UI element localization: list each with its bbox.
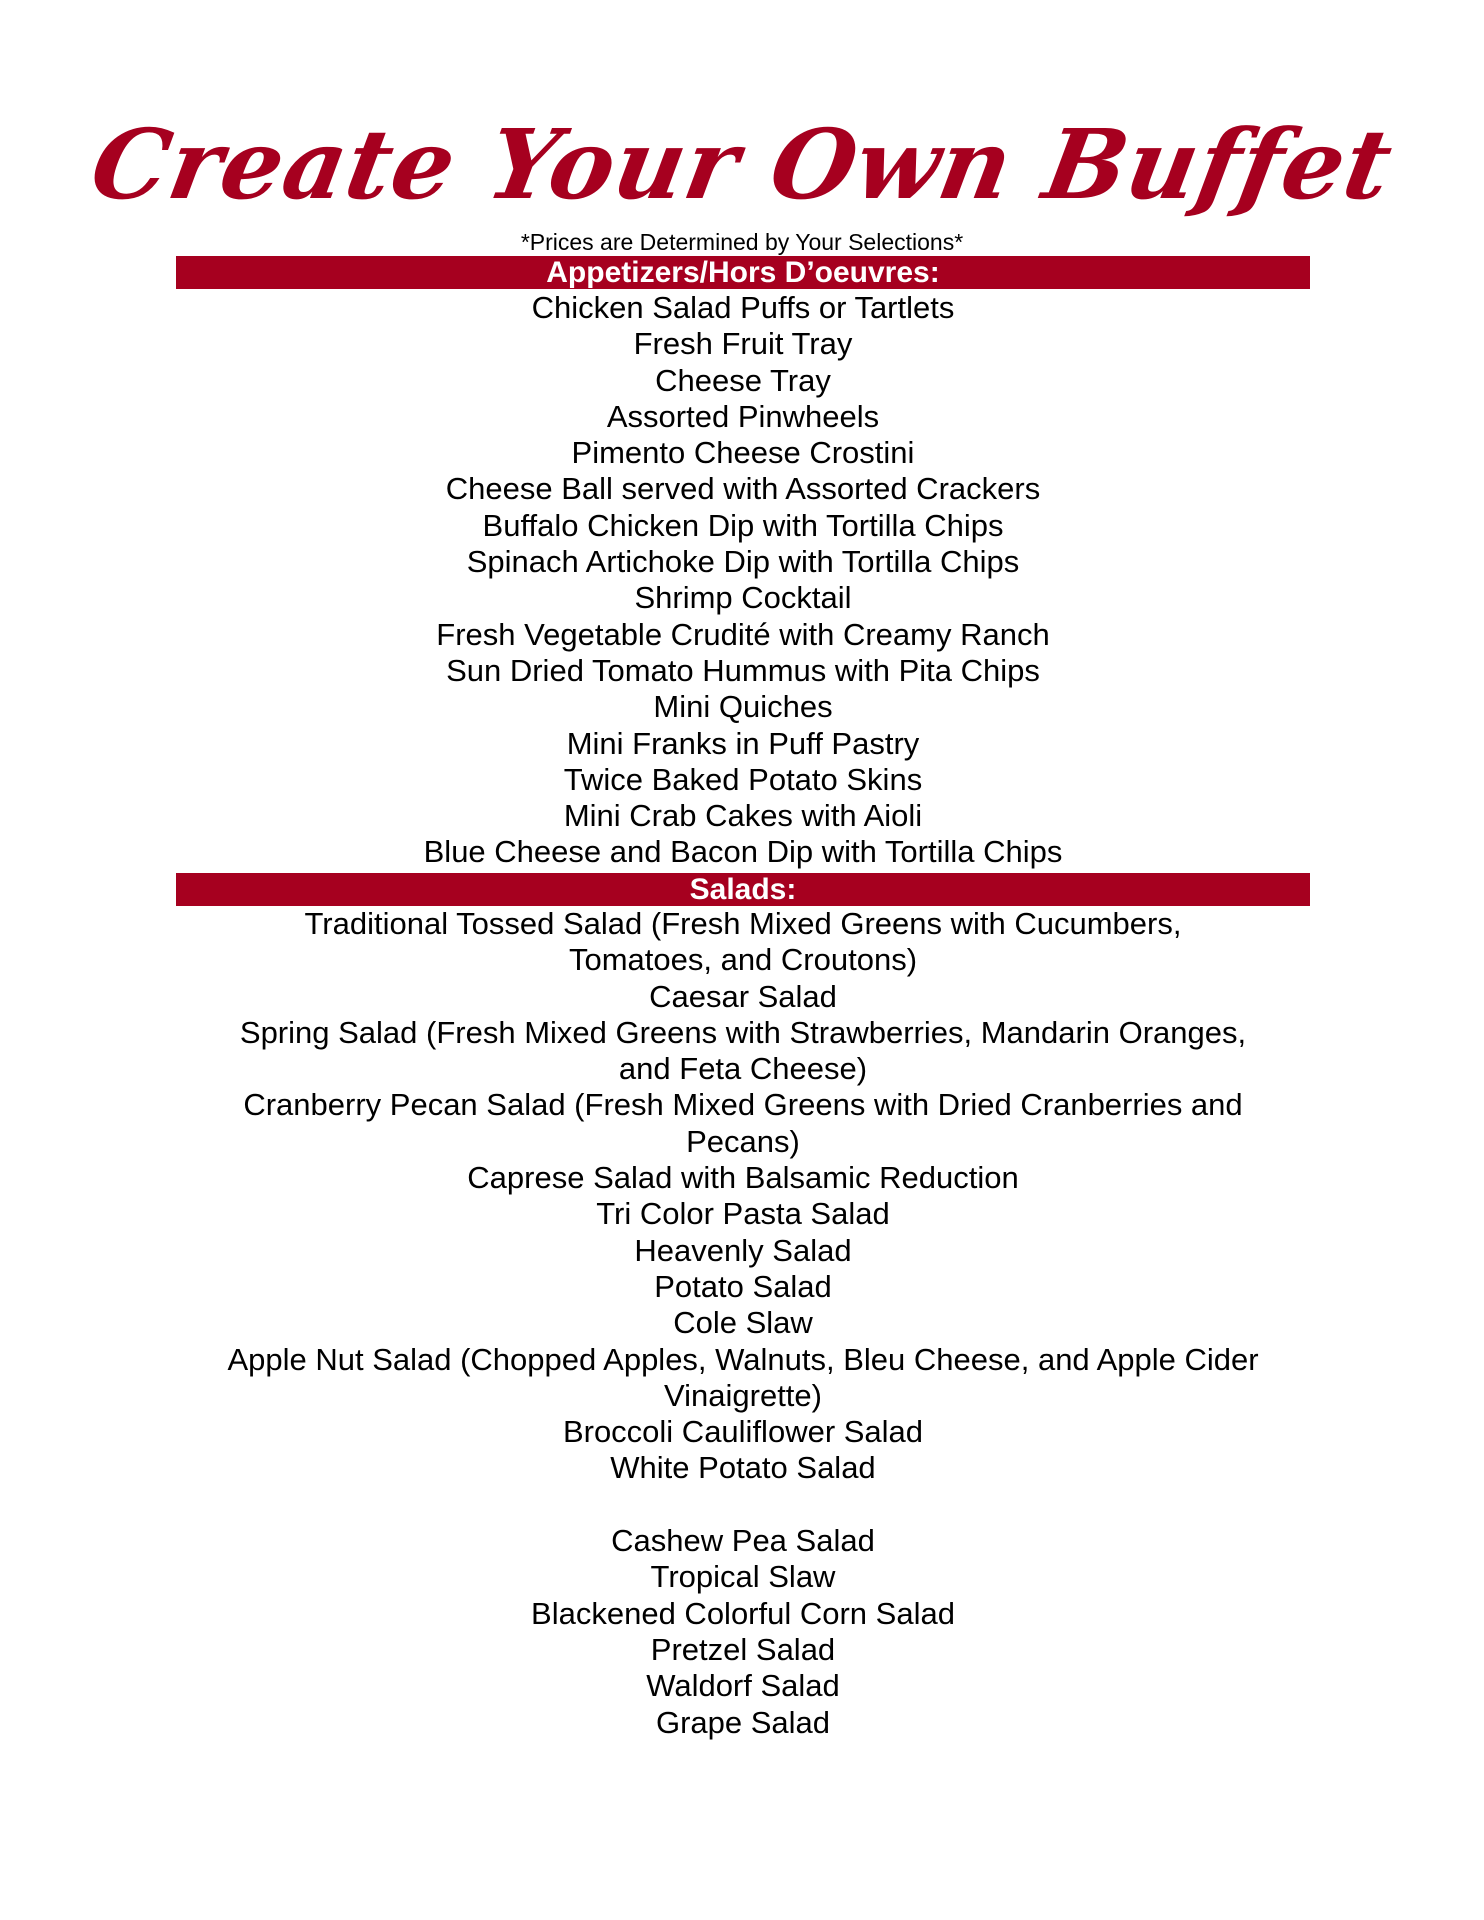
list-item: and Feta Cheese) bbox=[618, 1051, 868, 1087]
list-item: Potato Salad bbox=[654, 1268, 832, 1304]
section-heading-appetizers: Appetizers/Hors D’oeuvres: bbox=[176, 256, 1310, 289]
list-item: Assorted Pinwheels bbox=[606, 398, 880, 434]
list-item: Fresh Fruit Tray bbox=[633, 326, 853, 362]
list-item: Traditional Tossed Salad (Fresh Mixed Greens with Cucumbers, bbox=[304, 906, 1182, 941]
list-item: Pimento Cheese Crostini bbox=[571, 435, 915, 471]
list-item: Shrimp Cocktail bbox=[634, 580, 852, 616]
list-item: Caprese Salad with Balsamic Reduction bbox=[467, 1160, 1019, 1196]
list-item: Mini Franks in Puff Pastry bbox=[566, 725, 920, 761]
list-item: Buffalo Chicken Dip with Tortilla Chips bbox=[482, 507, 1004, 543]
list-item: Tomatoes, and Croutons) bbox=[568, 942, 918, 978]
list-item: Tropical Slaw bbox=[650, 1559, 836, 1595]
list-item: Sun Dried Tomato Hummus with Pita Chips bbox=[446, 652, 1040, 688]
list-item: Mini Crab Cakes with Aioli bbox=[563, 798, 923, 834]
list-item: Cashew Pea Salad bbox=[611, 1523, 875, 1559]
list-item: Grape Salad bbox=[655, 1704, 831, 1740]
list-item: Pretzel Salad bbox=[650, 1631, 836, 1667]
list-item: Broccoli Cauliflower Salad bbox=[562, 1414, 924, 1450]
list-item: Chicken Salad Puffs or Tartlets bbox=[531, 290, 955, 325]
list-item: Heavenly Salad bbox=[634, 1232, 852, 1268]
list-item: Apple Nut Salad (Chopped Apples, Walnuts, Bleu Cheese, and Apple Cider bbox=[227, 1341, 1259, 1377]
list-item: Blue Cheese and Bacon Dip with Tortilla Chips bbox=[423, 834, 1063, 870]
list-item: Blackened Colorful Corn Salad bbox=[531, 1595, 955, 1631]
appetizers-list bbox=[170, 290, 1316, 871]
list-item: Waldorf Salad bbox=[646, 1668, 840, 1704]
list-item: Mini Quiches bbox=[653, 689, 833, 725]
list-item: Vinaigrette) bbox=[664, 1377, 822, 1413]
pricing-note: *Prices are Determined by Your Selections* bbox=[520, 229, 964, 255]
list-item: Twice Baked Potato Skins bbox=[563, 761, 923, 797]
section-heading-salads: Salads: bbox=[176, 873, 1310, 906]
list-item: Cranberry Pecan Salad (Fresh Mixed Greens with Dried Cranberries and bbox=[243, 1087, 1243, 1123]
list-item: Cheese Tray bbox=[655, 362, 831, 398]
page-title: Create Your Own Buffet bbox=[83, 108, 1401, 221]
list-item: Cole Slaw bbox=[673, 1305, 813, 1341]
list-item: Fresh Vegetable Crudité with Creamy Ranch bbox=[436, 616, 1050, 652]
list-item: Caesar Salad bbox=[649, 978, 837, 1014]
salads-list bbox=[170, 906, 1316, 1741]
list-item: Spinach Artichoke Dip with Tortilla Chips bbox=[466, 544, 1020, 580]
list-item: Tri Color Pasta Salad bbox=[596, 1196, 890, 1232]
list-item: Cheese Ball served with Assorted Crackers bbox=[445, 471, 1041, 507]
list-item: Pecans) bbox=[686, 1123, 800, 1159]
list-item: White Potato Salad bbox=[610, 1450, 876, 1486]
list-item: Spring Salad (Fresh Mixed Greens with Strawberries, Mandarin Oranges, bbox=[239, 1014, 1247, 1050]
